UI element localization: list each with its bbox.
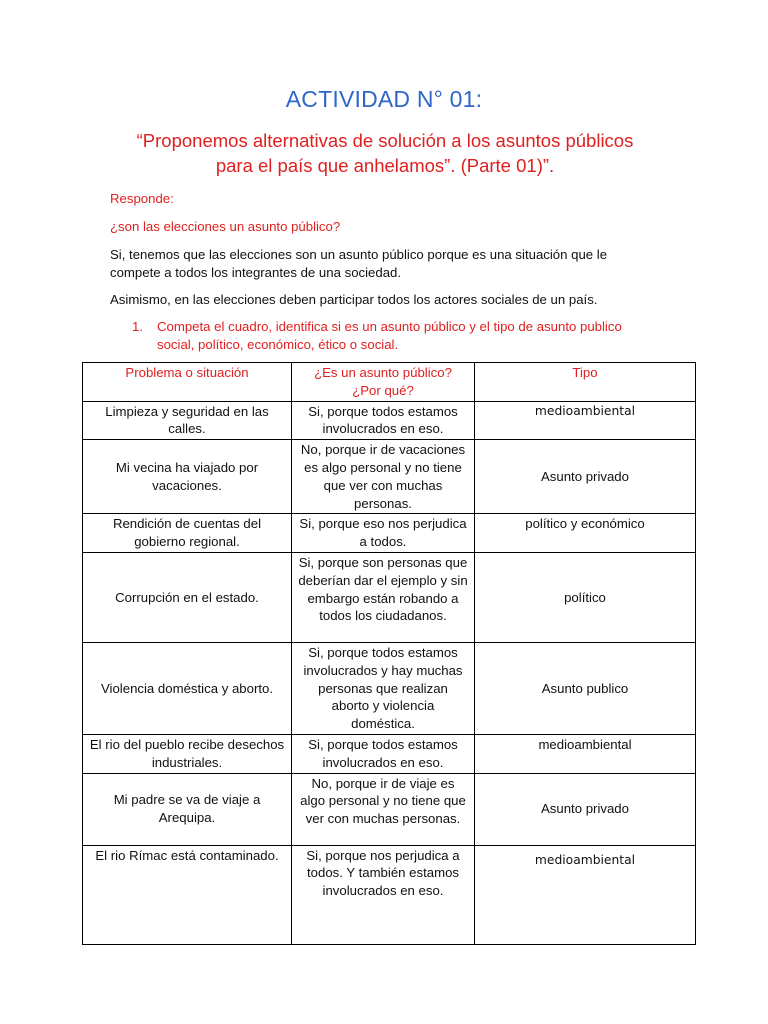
responde-label: Responde: <box>110 191 174 206</box>
public-cell: Si, porque son personas que deberían dar el ejemplo y sin embargo están robando a todos los ciudadanos. <box>292 552 475 642</box>
instruction-number: 1. <box>132 319 143 334</box>
table-row <box>83 440 696 514</box>
type-cell: Asunto privado <box>475 773 696 845</box>
header-public-issue: ¿Es un asunto público? ¿Por qué? <box>292 363 475 402</box>
table-row <box>83 773 696 845</box>
public-cell: Si, porque todos estamos involucrados en eso. <box>292 734 475 773</box>
answer-paragraph-1: Si, tenemos que las elecciones son un asunto público porque es una situación que le compete a todos los integrantes de una sociedad. <box>110 247 608 280</box>
type-cell: político y económico <box>475 514 696 553</box>
public-cell: Si, porque todos estamos involucrados y hay muchas personas que realizan aborto y violencia doméstica. <box>292 642 475 734</box>
activity-title: ACTIVIDAD N° 01: <box>285 86 483 112</box>
problem-cell: Limpieza y seguridad en las calles. <box>83 401 292 440</box>
table-header-row <box>83 363 696 402</box>
table-row <box>83 514 696 553</box>
type-cell: medioambiental <box>475 845 696 944</box>
question: ¿son las elecciones un asunto público? <box>110 219 341 234</box>
type-cell: Asunto publico <box>475 642 696 734</box>
activity-subtitle: “Proponemos alternativas de solución a los asuntos públicos para el país que anhelamos”. (Parte 01)”. <box>136 130 634 176</box>
header-problem: Problema o situación <box>83 363 292 402</box>
problem-cell: Violencia doméstica y aborto. <box>83 642 292 734</box>
public-cell: Si, porque nos perjudica a todos. Y también estamos involucrados en eso. <box>292 845 475 944</box>
problem-cell: El rio del pueblo recibe desechos industriales. <box>83 734 292 773</box>
type-cell: político <box>475 552 696 642</box>
type-cell: Asunto privado <box>475 440 696 514</box>
problem-cell: Corrupción en el estado. <box>83 552 292 642</box>
table-row <box>83 845 696 944</box>
header-type: Tipo <box>475 363 696 402</box>
table-row <box>83 734 696 773</box>
table-row <box>83 401 696 440</box>
type-cell: medioambiental <box>475 401 696 440</box>
public-cell: Si, porque eso nos perjudica a todos. <box>292 514 475 553</box>
table-row <box>83 552 696 642</box>
problem-cell: Mi vecina ha viajado por vacaciones. <box>83 440 292 514</box>
table-row <box>83 642 696 734</box>
type-cell: medioambiental <box>475 734 696 773</box>
public-cell: No, porque ir de vacaciones es algo personal y no tiene que ver con muchas personas. <box>292 440 475 514</box>
answer-paragraph-2: Asimismo, en las elecciones deben participar todos los actores sociales de un país. <box>110 292 598 307</box>
issues-table <box>82 362 696 945</box>
public-cell: Si, porque todos estamos involucrados en eso. <box>292 401 475 440</box>
public-cell: No, porque ir de viaje es algo personal y no tiene que ver con muchas personas. <box>292 773 475 845</box>
instruction-text: Competa el cuadro, identifica si es un asunto público y el tipo de asunto publico social, político, económico, ético o social. <box>157 319 622 352</box>
problem-cell: Mi padre se va de viaje a Arequipa. <box>83 773 292 845</box>
problem-cell: Rendición de cuentas del gobierno regional. <box>83 514 292 553</box>
problem-cell: El rio Rímac está contaminado. <box>83 845 292 944</box>
